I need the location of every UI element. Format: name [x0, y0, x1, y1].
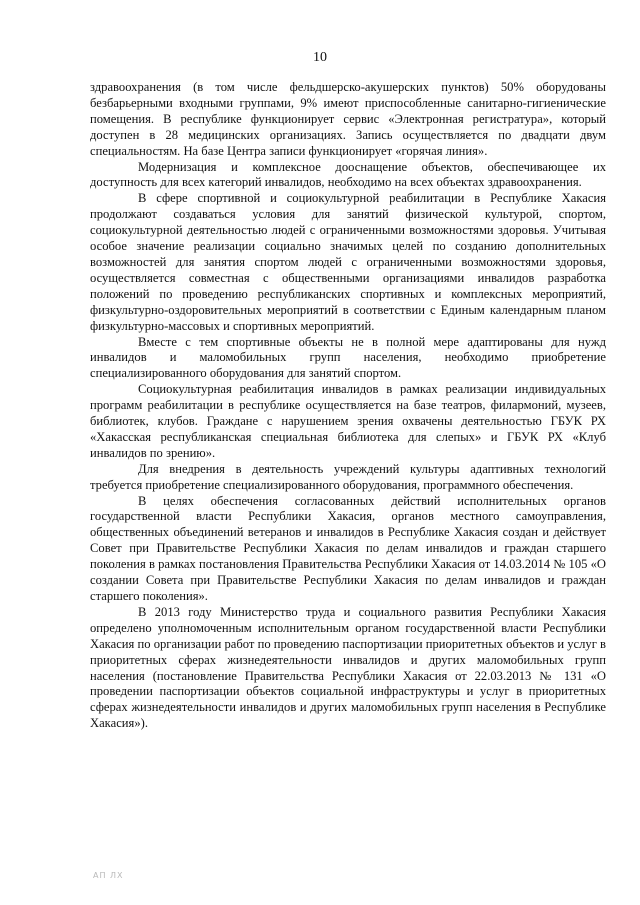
paragraph-healthcare-modernization: Модернизация и комплексное дооснащение объектов, обеспечивающее их доступность для всех категорий инвалидов, необходимо на всех объектах здравоохранения. [90, 159, 606, 190]
paragraph-sport-facilities: Вместе с тем спортивные объекты не в полной мере адаптированы для нужд инвалидов и маломобильных групп населения, необходимо приобретение специализированного оборудования для занятий спортом. [90, 334, 606, 381]
footer-mark: АП ЛХ [93, 871, 124, 880]
paragraph-council: В целях обеспечения согласованных действий исполнительных органов государственной власти Республики Хакасия, органов местного самоуправления, общественных объединений ветеранов и инвалидов в Республике Хакасия создан и действует Совет при Правительстве Республики Хакасия по делам инвалидов и граждан старшего поколения в рамках постановления Правительства Республики Хакасия от 14.03.2014 № 105 «О создании Совета при Правительстве Республики Хакасия по делам инвалидов и граждан старшего поколения». [90, 493, 606, 603]
paragraph-healthcare-continuation: здравоохранения (в том числе фельдшерско-акушерских пунктов) 50% оборудованы безбарьерными входными группами, 9% имеют приспособленные санитарно-гигиенические помещения. В республике функционирует сервис «Электронная регистратура», который доступен в 28 медицинских организациях. Запись осуществляется по двадцати двум специальностям. На базе Центра записи функционирует «горячая линия». [90, 80, 606, 158]
document-body [90, 80, 606, 732]
paragraph-sociocultural-rehabilitation: Социокультурная реабилитация инвалидов в рамках реализации индивидуальных программ реабилитации в республике осуществляется на базе театров, филармоний, музеев, библиотек, клубов. Граждане с нарушением зрения охвачены деятельностью ГБУК РХ «Хакасская республиканская специальная библиотека для слепых» и ГБУК РХ «Клуб инвалидов по зрению». [90, 382, 606, 460]
paragraph-sport-rehabilitation: В сфере спортивной и социокультурной реабилитации в Республике Хакасия продолжают создаваться условия для занятий физической культурой, спортом, социокультурной деятельностью людей с ограниченными возможностями здоровья. Учитывая особое значение реализации социально значимых целей по созданию дополнительных возможностей для занятия спортом людей с ограниченными возможностями здоровья, осуществляется совместная с общественными организациями инвалидов разработка положений по проведению республиканских спортивных и комплексных мероприятий, физкультурно-оздоровительных мероприятий в соответствии с Единым календарным планом физкультурно-массовых и спортивных мероприятий. [90, 191, 606, 333]
paragraph-culture-equipment: Для внедрения в деятельность учреждений культуры адаптивных технологий требуется приобретение специализированного оборудования, программного обеспечения. [90, 461, 606, 492]
paragraph-passportization: В 2013 году Министерство труда и социального развития Республики Хакасия определено уполномоченным исполнительным органом государственной власти Республики Хакасия по организации работ по проведению паспортизации приоритетных объектов и услуг в приоритетных сферах жизнедеятельности инвалидов и других маломобильных групп населения (постановление Правительства Республики Хакасия от 22.03.2013 № 131 «О проведении паспортизации объектов социальной инфраструктуры и услуг в приоритетных сферах жизнедеятельности инвалидов и других маломобильных групп населения в Республике Хакасия»). [90, 604, 606, 731]
page-number: 10 [313, 50, 327, 65]
